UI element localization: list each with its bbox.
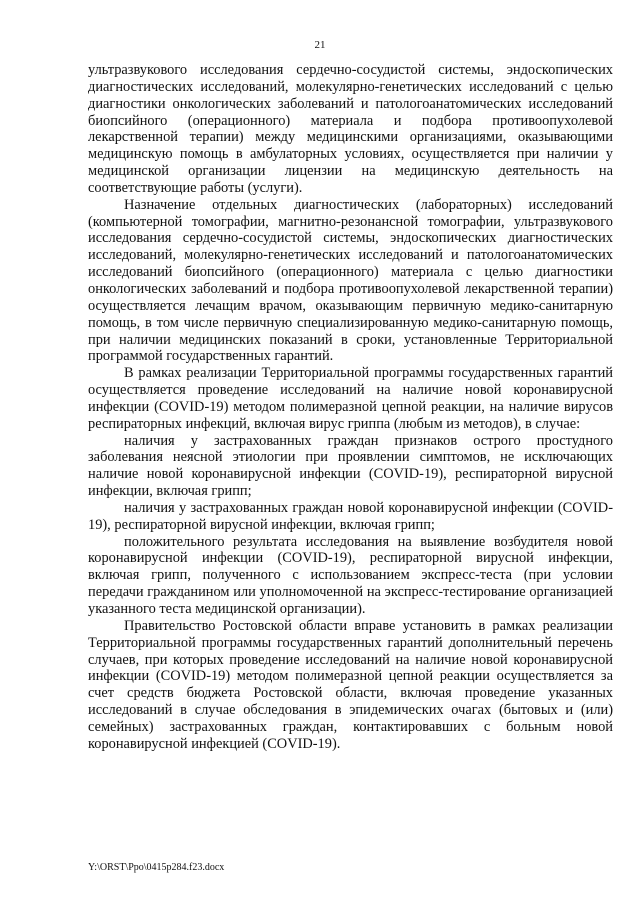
paragraph-diagnostic-referral: Назначение отдельных диагностических (лабораторных) исследований (компьютерной томографии, магнитно-резонансной томографии, ультразвукового исследования сердечно-сосудистой системы, эндоскопических диагностических исследований, молекулярно-генетических исследований и патологоанатомических исследований биопсийного (операционного) материала с целью диагностики онкологических заболеваний и подбора противоопухолевой лекарственной терапии) осуществляется лечащим врачом, оказывающим первичную медико-санитарную помощь, в том числе первичную специализированную медико-санитарную помощь, при наличии медицинских показаний в сроки, установленные Территориальной программой государственных гарантий. [88, 196, 613, 365]
paragraph-case-infection: наличия у застрахованных граждан новой коронавирусной инфекции (COVID-19), респираторной вирусной инфекции, включая грипп; [88, 499, 613, 533]
paragraph-continuation: ультразвукового исследования сердечно-сосудистой системы, эндоскопических диагностических исследований, молекулярно-генетических исследований с целью диагностики онкологических заболеваний и патологоанатомических исследований биопсийного (операционного) материала и подбора противоопухолевой лекарственной терапии) между медицинскими организациями, оказывающими медицинскую помощь в амбулаторных условиях, осуществляется при наличии у медицинской организации лицензии на медицинскую деятельность на соответствующие работы (услуги). [88, 62, 613, 196]
file-path-footer: Y:\ORST\Ppo\0415p284.f23.docx [88, 862, 225, 873]
paragraph-case-symptoms: наличия у застрахованных граждан признаков острого простудного заболевания неясной этиологии при проявлении симптомов, не исключающих наличие новой коронавирусной инфекции (COVID-19), респираторной вирусной инфекции, включая грипп; [88, 432, 613, 500]
page-number: 21 [314, 39, 326, 51]
paragraph-case-express-test: положительного результата исследования на выявление возбудителя новой коронавирусной инфекции (COVID-19), респираторной вирусной инфекции, включая грипп, полученного с использованием экспресс-теста (при условии передачи гражданином или уполномоченной на экспресс-тестирование организацией указанного теста медицинской организации). [88, 533, 613, 617]
document-body [88, 62, 613, 753]
paragraph-covid-testing: В рамках реализации Территориальной программы государственных гарантий осуществляется проведение исследований на наличие новой коронавирусной инфекции (COVID-19) методом полимеразной цепной реакции, на наличие вирусов респираторных инфекций, включая вирус гриппа (любым из методов), в случае: [88, 365, 613, 432]
paragraph-regional-government: Правительство Ростовской области вправе установить в рамках реализации Территориальной программы государственных гарантий дополнительный перечень случаев, при которых проведение исследований на наличие новой коронавирусной инфекции (COVID-19) методом полимеразной цепной реакции осуществляется за счет средств бюджета Ростовской области, включая проведение указанных исследований в случае обследования в эпидемических очагах (бытовых и (или) семейных) застрахованных граждан, контактировавших с больным новой коронавирусной инфекцией (COVID-19). [88, 617, 613, 752]
